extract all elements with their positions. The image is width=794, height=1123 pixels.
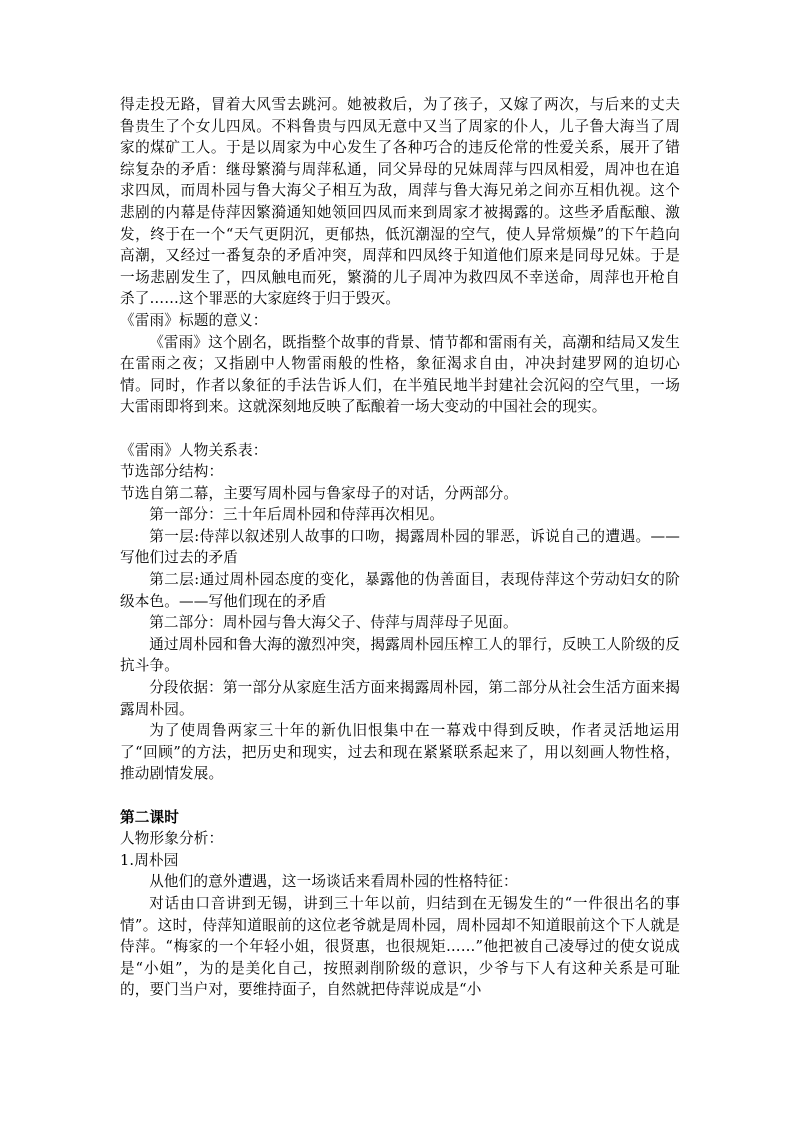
division-basis: 分段依据：第一部分从家庭生活方面来揭露周朴园，第二部分从社会生活方面来揭露周朴园。 — [120, 679, 680, 718]
part-two: 第二部分：周朴园与鲁大海父子、侍萍与周萍母子见面。 — [149, 614, 518, 632]
character-analysis-heading: 人物形象分析： — [120, 830, 224, 848]
zhou-puyuan-intro: 从他们的意外遭遇，这一场谈话来看周朴园的性格特征： — [149, 873, 518, 891]
part-two-description: 通过周朴园和鲁大海的激烈冲突，揭露周朴园压榨工人的罪行，反映工人阶级的反抗斗争。 — [120, 635, 680, 675]
document-page — [120, 94, 680, 1001]
lesson-two-heading: 第二课时 — [120, 808, 179, 826]
zhou-puyuan-heading: 1.周朴园 — [120, 851, 179, 869]
title-meaning-heading: 《雷雨》标题的意义： — [120, 311, 268, 329]
zhou-puyuan-dialogue-analysis: 对话由口音讲到无锡，讲到三十年以前，归结到在无锡发生的“一件很出名的事情”。这时，侍萍知道眼前的这位老爷就是周朴园，周朴园却不知道眼前这个下人就是侍萍。“梅家的一个年轻小姐，很贤惠，也很规矩……”他把被自己凌辱过的使女说成是“小姐”，为的是美化自己，按照剥削阶级的意识，少爷与下人有这种关系是可耻的，要门当户对，要维持面子，自然就把侍萍说成是“小 — [120, 894, 680, 999]
title-meaning-paragraph: 《雷雨》这个剧名，既指整个故事的背景、情节都和雷雨有关，高潮和结局又发生在雷雨之夜；又指剧中人物雷雨般的性格，象征渴求自由，冲决封建罗网的迫切心情。同时，作者以象征的手法告诉人们，在半殖民地半封建社会沉闷的空气里，一场大雷雨即将到来。这就深刻地反映了酝酿着一场大变动的中国社会的现实。 — [120, 333, 680, 416]
retrospect-method: 为了使周鲁两家三十年的新仇旧恨集中在一幕戏中得到反映，作者灵活地运用了“回顾”的方法，把历史和现实，过去和现在紧紧联系起来了，用以刻画人物性格，推动剧情发展。 — [120, 722, 680, 783]
blank-line — [120, 785, 680, 807]
character-relations-heading: 《雷雨》人物关系表： — [120, 441, 268, 459]
part-one: 第一部分：三十年后周朴园和侍萍再次相见。 — [149, 506, 445, 524]
blank-line — [120, 418, 680, 440]
part-one-layer-one: 第一层:侍萍以叙述别人故事的口吻，揭露周朴园的罪恶，诉说自己的遭遇。——写他们过去的矛盾 — [120, 527, 680, 567]
structure-heading: 节选部分结构： — [120, 463, 224, 481]
structure-intro: 节选自第二幕，主要写周朴园与鲁家母子的对话，分两部分。 — [120, 484, 519, 502]
story-summary-paragraph: 得走投无路，冒着大风雪去跳河。她被救后，为了孩子，又嫁了两次，与后来的丈夫鲁贵生了个女儿四凤。不料鲁贵与四凤无意中又当了周家的仆人，儿子鲁大海当了周家的煤矿工人。于是以周家为中心发生了各种巧合的违反伦常的性爱关系，展开了错综复杂的矛盾：继母繁漪与周萍私通，同父异母的兄妹周萍与四凤相爱，周冲也在追求四凤，而周朴园与鲁大海父子相互为敌，周萍与鲁大海兄弟之间亦互相仇视。这个悲剧的内幕是侍萍因繁漪通知她领回四凤而来到周家才被揭露的。这些矛盾酝酿、激发，终于在一个“天气更阴沉，更郁热，低沉潮湿的空气，使人异常烦燥”的下午趋向高潮，又经过一番复杂的矛盾冲突，周萍和四凤终于知道他们原来是同母兄妹。于是一场悲剧发生了，四凤触电而死，繁漪的儿子周冲为救四凤不幸送命，周萍也开枪自杀了……这个罪恶的大家庭终于归于毁灭。 — [120, 96, 680, 308]
part-one-layer-two: 第二层:通过周朴园态度的变化，暴露他的伪善面目，表现侍萍这个劳动妇女的阶级本色。——写他们现在的矛盾 — [120, 571, 680, 610]
